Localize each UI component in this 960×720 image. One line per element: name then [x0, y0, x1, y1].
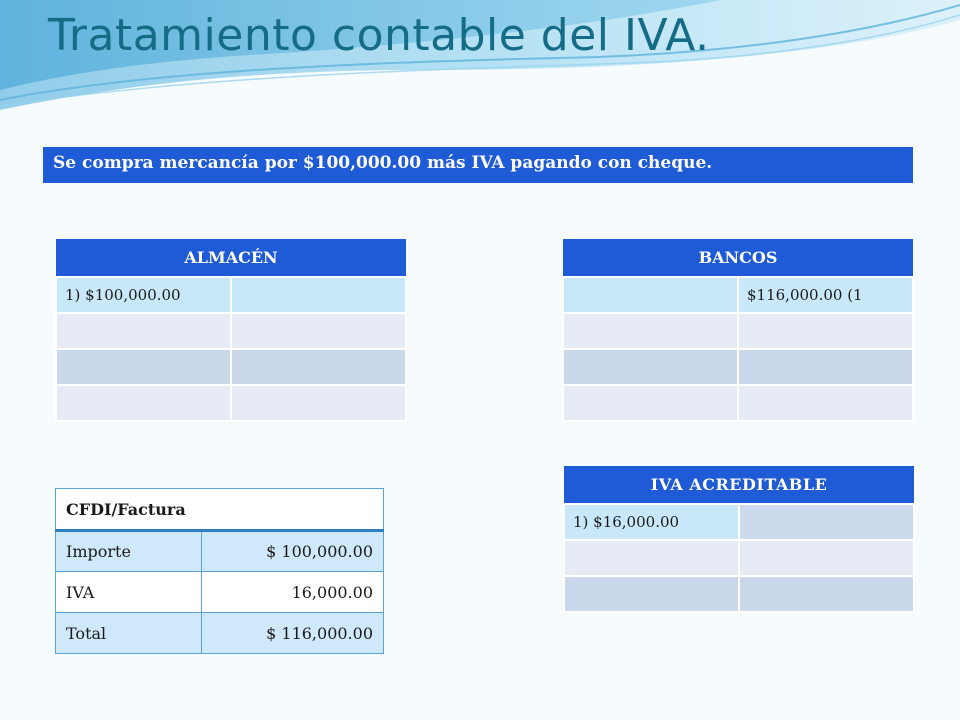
table-row — [563, 313, 913, 349]
table-row — [564, 504, 914, 540]
debit-cell — [563, 385, 738, 421]
table-row — [56, 349, 406, 385]
credit-cell — [231, 385, 406, 421]
statement-banner: Se compra mercancía por $100,000.00 más IVA pagando con cheque. — [43, 147, 913, 183]
credit-cell — [739, 504, 914, 540]
slide-title: Tratamiento contable del IVA. — [48, 10, 710, 61]
t-account-iva-acreditable — [563, 466, 915, 613]
debit-cell: 1) $16,000.00 — [564, 504, 739, 540]
table-row — [563, 349, 913, 385]
invoice-label: Total — [56, 613, 202, 654]
account-header: ALMACÉN — [56, 239, 406, 277]
debit-cell — [564, 540, 739, 576]
debit-cell: 1) $100,000.00 — [56, 277, 231, 313]
credit-cell — [739, 576, 914, 612]
invoice-label: Importe — [56, 531, 202, 572]
debit-cell — [563, 313, 738, 349]
table-row — [56, 531, 384, 572]
table-row — [563, 277, 913, 313]
credit-cell — [231, 313, 406, 349]
credit-cell — [739, 540, 914, 576]
credit-cell — [738, 385, 913, 421]
credit-cell — [738, 313, 913, 349]
invoice-value: $ 100,000.00 — [202, 531, 384, 572]
debit-cell — [56, 313, 231, 349]
invoice-value: $ 116,000.00 — [202, 613, 384, 654]
credit-cell — [738, 349, 913, 385]
invoice-header: CFDI/Factura — [56, 489, 384, 531]
t-account-almacen — [55, 239, 407, 422]
invoice-label: IVA — [56, 572, 202, 613]
credit-cell: $116,000.00 (1 — [738, 277, 913, 313]
table-row — [56, 613, 384, 654]
table-row — [564, 576, 914, 612]
account-header: IVA ACREDITABLE — [564, 466, 914, 504]
table-row — [56, 572, 384, 613]
table-row — [56, 313, 406, 349]
credit-cell — [231, 277, 406, 313]
debit-cell — [563, 349, 738, 385]
table-row — [56, 277, 406, 313]
account-header: BANCOS — [563, 239, 913, 277]
debit-cell — [56, 385, 231, 421]
credit-cell — [231, 349, 406, 385]
t-account-bancos — [562, 239, 914, 422]
table-row — [564, 540, 914, 576]
invoice-value: 16,000.00 — [202, 572, 384, 613]
table-row — [56, 385, 406, 421]
debit-cell — [563, 277, 738, 313]
debit-cell — [56, 349, 231, 385]
table-row — [563, 385, 913, 421]
debit-cell — [564, 576, 739, 612]
invoice-table — [55, 488, 384, 654]
